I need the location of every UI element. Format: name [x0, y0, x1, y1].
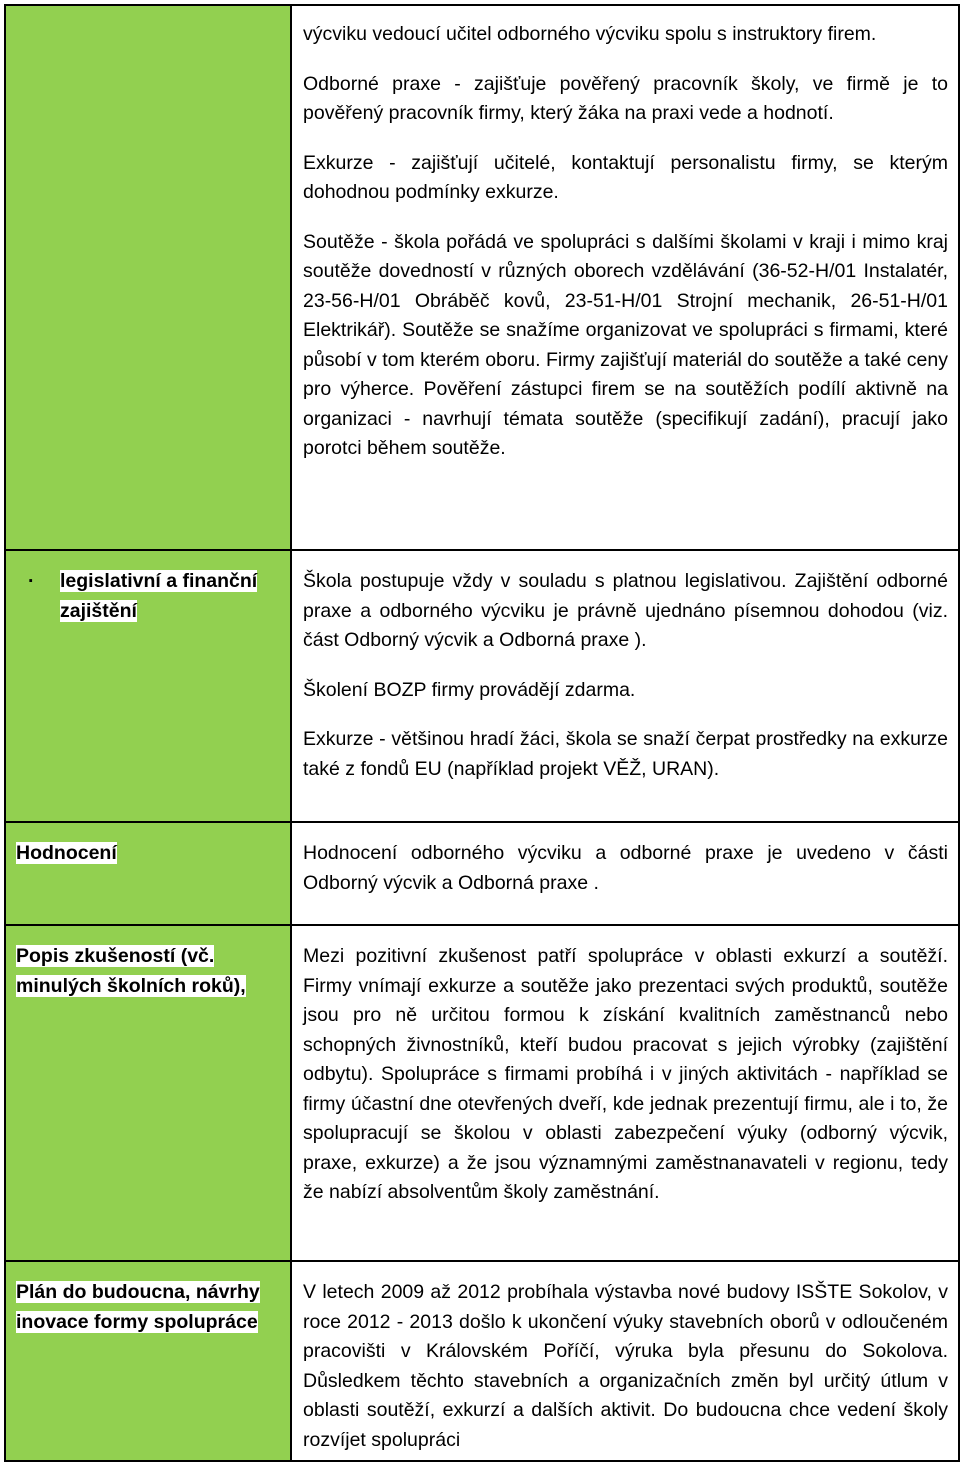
bullet-marker: ·: [28, 570, 35, 592]
row-content-cell: [291, 822, 959, 925]
paragraph: Mezi pozitivní zkušenost patří spolupráce v oblasti exkurzí a soutěží. Firmy vnímají exkurze a soutěže jako prezentaci svých produktů, soutěže jsou pro ně určitou formou k získání kvalitních zaměstnanců nebo schopných živnostníků, kteří budou pracovat s jejich výrobky (zajištění odbytu). Spolupráce s firmami probíhá i v jiných aktivitách - například se firmy účastní dne otevřených dveří, kde jednak prezentují firmu, ale i to, že spolupracují se školou v oblasti zabezpečení výuky (odborný výcvik, praxe, exkurze) a že jsou významnými zaměstnanavateli v regionu, tedy že nabízí absolventům školy zaměstnání.: [303, 945, 948, 1203]
table-row: [5, 5, 959, 550]
row-content-cell: [291, 5, 959, 550]
table-row: [5, 1261, 959, 1461]
paragraph: Škola postupuje vždy v souladu s platnou legislativou. Zajištění odborné praxe a odborného výcviku je právně ujednáno písemnou dohodou (viz. část Odborný výcvik a Odborná praxe ).: [303, 570, 948, 651]
paragraph: V letech 2009 až 2012 probíhala výstavba nové budovy ISŠTE Sokolov, v roce 2012 - 2013 došlo k ukončení výuky stavebních oborů v odloučeném pracovišti v Královském Poříčí, výruka byla přesunu do Sokolova. Důsledkem těchto stavebních a organizačních změn byl určitý útlum v oblasti soutěží, exkurzí a dalších aktivit. Do budoucna chce vedení školy rozvíjet spolupráci: [303, 1281, 948, 1451]
table-row: [5, 925, 959, 1261]
paragraph: Soutěže - škola pořádá ve spolupráci s dalšími školami v kraji i mimo kraj soutěže dovedností v různých oborech vzdělávání (36-52-H/01 Instalatér, 23-56-H/01 Obráběč kovů, 23-51-H/01 Strojní mechanik, 26-51-H/01 Elektrikář). Soutěže se snažíme organizovat ve spolupráci s firmami, které působí v tom kterém oboru. Firmy zajišťují materiál do soutěže a také ceny pro výherce. Pověření zástupci firem se na soutěžích podílí aktivně na organizaci - navrhují témata soutěže (specifikují zadání), pracují jako porotci během soutěže.: [303, 230, 948, 459]
row-content-cell: [291, 1261, 959, 1461]
paragraph: Hodnocení odborného výcviku a odborné praxe je uvedeno v části Odborný výcvik a Odborná praxe .: [303, 842, 948, 894]
table-row: [5, 822, 959, 925]
row-content-cell: [291, 925, 959, 1261]
row-label-cell: [5, 925, 291, 1261]
paragraph: Školení BOZP firmy provádějí zdarma.: [303, 678, 636, 701]
row-label-cell: [5, 1261, 291, 1461]
document-table: [4, 4, 960, 1462]
table-row: [5, 550, 959, 822]
paragraph: Odborné praxe - zajišťuje pověřený pracovník školy, ve firmě je to pověřený pracovník firmy, který žáka na praxi vede a hodnotí.: [303, 72, 948, 124]
row-label: Plán do budoucna, návrhy inovace formy spolupráce: [16, 1281, 260, 1333]
paragraph: Exkurze - většinou hradí žáci, škola se snaží čerpat prostředky na exkurze také z fondů EU (například projekt VĚŽ, URAN).: [303, 728, 948, 780]
row-label: Hodnocení: [16, 842, 117, 864]
row-label: Popis zkušeností (vč. minulých školních roků),: [16, 945, 246, 997]
paragraph: výcviku vedoucí učitel odborného výcviku spolu s instruktory firem.: [303, 23, 877, 45]
row-label-cell: [5, 5, 291, 550]
paragraph: Exkurze - zajišťují učitelé, kontaktují personalistu firmy, se kterým dohodnou podmínky exkurze.: [303, 151, 948, 203]
row-label-cell: [5, 550, 291, 822]
row-label-cell: [5, 822, 291, 925]
row-label: legislativní a finanční zajištění: [60, 570, 258, 622]
row-content-cell: [291, 550, 959, 822]
